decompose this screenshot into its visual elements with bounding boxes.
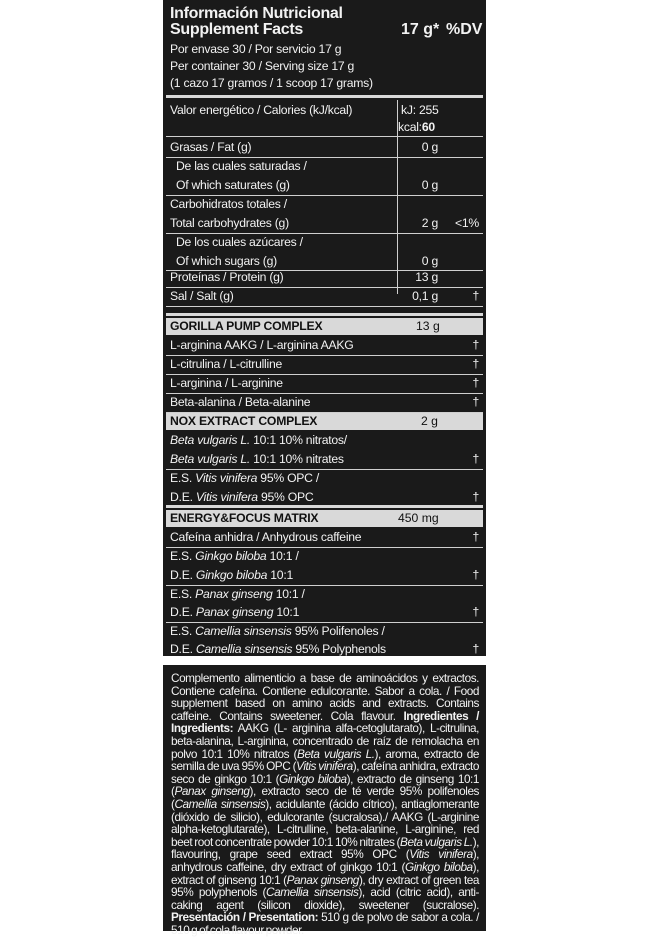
per-container: Per container 30 / Serving size 17 g (170, 59, 355, 73)
title-spanish: Información Nutricional (170, 5, 343, 22)
energy-focus-section-header: ENERGY&FOCUS MATRIX 450 mg (166, 510, 483, 527)
gorilla-item: Beta-alanina / Beta-alanine † (166, 393, 483, 413)
energy-panax-line1: E.S. Panax ginseng 10:1 / (170, 587, 305, 601)
nutrient-row: De los cuales azúcares / (176, 235, 303, 249)
nutrient-row: De las cuales saturadas / (176, 159, 307, 173)
divider (166, 313, 483, 316)
energy-label: Valor energético / Calories (kJ/kcal) (170, 103, 353, 117)
nutrient-row: Grasas / Fat (g) 0 g (170, 140, 438, 154)
ingredients-heading: Ingredientes / Ingredients: (171, 708, 479, 736)
serving-amount-header: 17 g* (401, 21, 440, 38)
divider (166, 505, 483, 508)
title-english: Supplement Facts (170, 21, 304, 38)
nutrient-row-salt: Sal / Salt (g) 0,1 g † (170, 289, 479, 303)
gorilla-item: L-arginina / L-arginine † (166, 374, 483, 394)
presentation-heading: Presentación / Presentation: (171, 910, 319, 925)
energy-camellia-line2: D.E. Camellia sinsensis 95% Polyphenols † (170, 642, 479, 656)
gorilla-item: L-arginina AAKG / L-arginina AAKG † (166, 336, 483, 356)
nox-vitis-line1: E.S. Vitis vinifera 95% OPC / (170, 471, 320, 485)
per-envase: Por envase 30 / Por servicio 17 g (170, 42, 342, 56)
energy-ginkgo-line1: E.S. Ginkgo biloba 10:1 / (170, 549, 299, 563)
energy-kcal: kcal:60 (398, 120, 435, 134)
ingredients-text: Complemento alimenticio a base de aminoácidos y extractos. Contiene cafeína. Contiene edulcorante. Sabor a cola. / Food supplement based on amino acids and extracts. Contains caffeine. Contains sweetener. Cola flavour. Ingredientes / Ingredients: AAKG (L- arginina alfa-cetoglutarato), L-citrulina, beta-alanina, L-arginina, concentrado de raíz de remolacha en polvo 10:1 10% nitratos (Beta vulgaris L.), aroma, extracto de semilla de uva 95% OPC (Vitis vinifera), cafeína anhidra, extracto seco de ginkgo 10:1 (Ginkgo biloba), extracto de ginseng 10:1 (Panax ginseng), extracto seco de té verde 95% polifenoles (Camellia sinsensis), acidulante (ácido cítrico), antiaglomerante (dióxido de silicio), edulcorante (sucralosa)./ AAKG (L-arginine alpha-ketoglutarate), L-citrulline, beta-alanine, L-arginine, red beet root concentrate powder 10:1 10% nitrates (Beta vulgaris L.), flavouring, grape seed extract 95% OPC (Vitis vinifera), anhydrous caffeine, dry extract of ginkgo 10:1 (Ginkgo biloba), extract of ginseng 10:1 (Panax ginseng), dry extract of green tea 95% polyphenols (Camellia sinsensis), acid (citric acid), anti-caking agent (silicon dioxide), sweetener (sucralose). Presentación / Presentation: 510 g de polvo de sabor a cola. / 510 g of cola flavour powder. (171, 671, 480, 937)
dv-header: %DV (446, 21, 483, 38)
energy-camellia-line1: E.S. Camellia sinsensis 95% Polifenoles / (170, 624, 385, 638)
nutrient-row-protein: Proteínas / Protein (g) 13 g (170, 270, 438, 284)
nox-section-header: NOX EXTRACT COMPLEX 2 g (166, 413, 483, 430)
nutrient-row: Of which sugars (g) 0 g (176, 254, 438, 268)
divider (166, 306, 483, 307)
nutrient-row: Of which saturates (g) 0 g (176, 178, 438, 192)
energy-kj: kJ: 255 (401, 103, 439, 117)
energy-panax-line2: D.E. Panax ginseng 10:1 † (166, 603, 483, 623)
supplement-facts-panel (163, 0, 486, 656)
nutrient-row: Total carbohydrates (g) 2 g <1% (170, 216, 479, 230)
energy-caffeine: Cafeína anhidra / Anhydrous caffeine † (166, 528, 483, 548)
energy-row (166, 100, 483, 137)
divider (166, 95, 483, 98)
scoop-size: (1 cazo 17 gramos / 1 scoop 17 grams) (170, 76, 373, 90)
nox-beta-line2: Beta vulgaris L. 10:1 10% nitrates † (166, 450, 483, 470)
nox-beta-line1: Beta vulgaris L. 10:1 10% nitratos/ (170, 433, 347, 447)
ingredients-panel (163, 665, 486, 937)
gorilla-pump-section-header: GORILLA PUMP COMPLEX 13 g (166, 318, 483, 335)
nutrient-row: Carbohidratos totales / (170, 197, 287, 211)
energy-ginkgo-line2: D.E. Ginkgo biloba 10:1 † (166, 566, 483, 586)
gorilla-item: L-citrulina / L-citrulline † (166, 355, 483, 375)
nox-vitis-line2: D.E. Vitis vinifera 95% OPC † (166, 488, 483, 508)
